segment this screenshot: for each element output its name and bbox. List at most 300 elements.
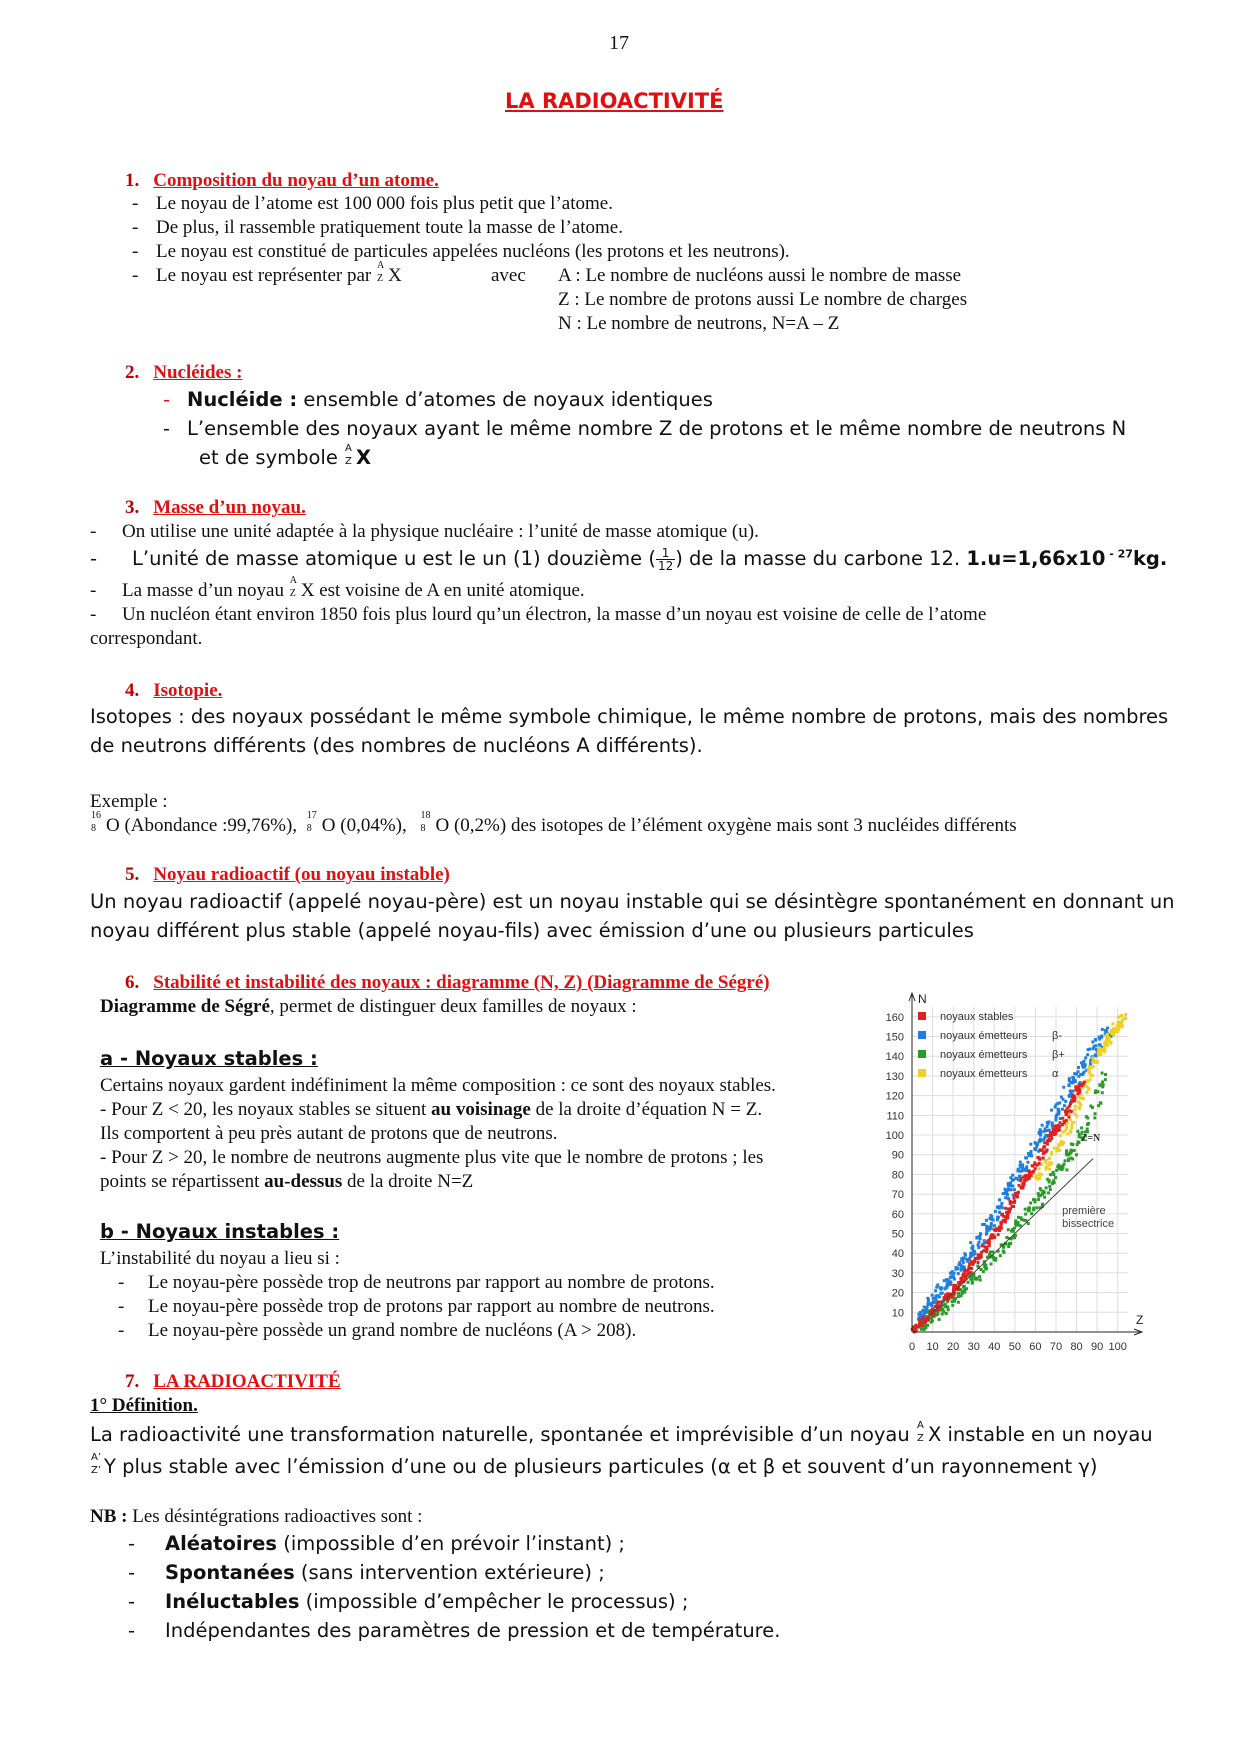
- beta-minus-point: [1104, 1029, 1107, 1032]
- section-4-heading: 4. Isotopie.: [125, 680, 223, 701]
- beta-plus-point: [1055, 1169, 1058, 1172]
- segre-diagram: [862, 990, 1152, 1375]
- beta-plus-point: [1077, 1140, 1080, 1143]
- beta-minus-point: [1019, 1161, 1022, 1164]
- beta-minus-point: [1094, 1038, 1097, 1041]
- beta-minus-point: [930, 1302, 933, 1305]
- beta-minus-point: [1011, 1185, 1014, 1188]
- beta-minus-point: [936, 1283, 939, 1286]
- stable-point: [1009, 1200, 1012, 1203]
- definition-A: A : Le nombre de nucléons aussi le nombre de masse: [558, 265, 962, 286]
- paragraph-line: A’ Z’ Y plus stable avec l’émission d’une ou de plusieurs particules (α et β et souvent d’un rayonnement γ): [91, 1452, 1098, 1478]
- subsection-b-title: b - Noyaux instables :: [100, 1220, 340, 1243]
- alpha-point: [1048, 1168, 1051, 1171]
- y-axis-ticks: [886, 1012, 904, 1319]
- beta-minus-point: [945, 1286, 948, 1289]
- y-tick-label: 100: [885, 1130, 904, 1143]
- y-tick-label: 70: [891, 1189, 904, 1202]
- list-item: - Le noyau-père possède un grand nombre de nucléons (A > 208).: [118, 1320, 637, 1341]
- bisector-label: bissectrice: [1062, 1217, 1115, 1230]
- alpha-point: [1036, 1178, 1039, 1181]
- beta-minus-point: [1006, 1189, 1009, 1192]
- beta-minus-point: [1091, 1040, 1094, 1043]
- alpha-point: [1098, 1053, 1101, 1056]
- alpha-point: [1110, 1029, 1113, 1032]
- stable-point: [1073, 1097, 1076, 1100]
- alpha-point: [1085, 1091, 1088, 1094]
- section-1-heading: [125, 170, 439, 192]
- beta-plus-point: [1101, 1091, 1104, 1094]
- nuclide-symbol: A Z: [376, 260, 385, 284]
- stable-point: [1043, 1145, 1046, 1148]
- stable-point: [1046, 1143, 1049, 1146]
- beta-minus-point: [1002, 1192, 1005, 1195]
- beta-minus-point: [934, 1289, 937, 1292]
- alpha-point: [1058, 1144, 1061, 1147]
- beta-plus-point: [1016, 1222, 1019, 1225]
- stable-point: [1027, 1176, 1030, 1179]
- beta-minus-point: [931, 1294, 934, 1297]
- beta-minus-point: [1082, 1072, 1085, 1075]
- alpha-point: [1106, 1037, 1109, 1040]
- beta-plus-point: [994, 1257, 997, 1260]
- isotope-examples: 16 8 O (Abondance :99,76%), 17 8 O (0,04%), 18 8 O (0,2%) des isotopes de l’élément oxygène mais sont 3 nucléides différents: [91, 810, 1017, 836]
- stable-point: [1000, 1213, 1003, 1216]
- stable-point: [1039, 1148, 1042, 1151]
- stable-point: [1038, 1162, 1041, 1165]
- alpha-point: [1039, 1174, 1042, 1177]
- beta-minus-point: [985, 1219, 988, 1222]
- beta-minus-point: [1042, 1138, 1045, 1141]
- beta-minus-point: [927, 1301, 930, 1304]
- alpha-point: [1058, 1149, 1061, 1152]
- section-6-heading: 6. Stabilité et instabilité des noyaux : diagramme (N, Z) (Diagramme de Ségré): [125, 972, 770, 993]
- stable-point: [1022, 1182, 1025, 1185]
- stable-point: [981, 1244, 984, 1247]
- beta-plus-point: [1067, 1159, 1070, 1162]
- stable-point: [959, 1277, 962, 1280]
- beta-minus-point: [1001, 1206, 1004, 1209]
- beta-minus-point: [960, 1264, 963, 1267]
- paragraph-line: - Pour Z < 20, les noyaux stables se situent au voisinage de la droite d’équation N = Z.: [100, 1099, 763, 1120]
- y-tick-label: 90: [891, 1149, 904, 1162]
- beta-plus-point: [1097, 1104, 1100, 1107]
- beta-minus-point: [1027, 1152, 1030, 1155]
- alpha-point: [1038, 1167, 1041, 1170]
- beta-minus-point: [990, 1215, 993, 1218]
- beta-plus-point: [1069, 1151, 1072, 1154]
- alpha-point: [1062, 1141, 1065, 1144]
- beta-plus-point: [1104, 1073, 1107, 1076]
- alpha-point: [1117, 1016, 1120, 1019]
- beta-plus-point: [1061, 1165, 1064, 1168]
- alpha-point: [1087, 1088, 1090, 1091]
- alpha-point: [1086, 1080, 1089, 1083]
- stable-point: [945, 1294, 948, 1297]
- beta-minus-point: [1051, 1124, 1054, 1127]
- alpha-point: [1124, 1017, 1127, 1020]
- chart-axes: [909, 992, 1143, 1335]
- y-tick-label: 130: [885, 1070, 904, 1083]
- stable-point: [943, 1296, 946, 1299]
- beta-minus-point: [964, 1254, 967, 1257]
- beta-minus-point: [1000, 1202, 1003, 1205]
- alpha-point: [1121, 1025, 1124, 1028]
- alpha-point: [1074, 1105, 1077, 1108]
- paragraph-line: L’instabilité du noyau a lieu si :: [100, 1248, 340, 1269]
- beta-minus-point: [985, 1233, 988, 1236]
- beta-plus-point: [1007, 1228, 1010, 1231]
- stable-point: [931, 1307, 934, 1310]
- beta-plus-point: [951, 1304, 954, 1307]
- x-tick-label: 0: [908, 1341, 916, 1353]
- stable-point: [1034, 1167, 1037, 1170]
- list-item: - Indépendantes des paramètres de pression et de température.: [128, 1619, 781, 1642]
- alpha-point: [1116, 1021, 1119, 1024]
- bisector-label: première: [1062, 1204, 1106, 1217]
- y-tick-label: 60: [891, 1208, 904, 1221]
- list-item-continued: et de symbole A Z X: [199, 443, 372, 469]
- alpha-point: [1103, 1041, 1106, 1044]
- beta-minus-point: [1067, 1084, 1070, 1087]
- beta-plus-point: [1080, 1126, 1083, 1129]
- beta-plus-point: [1024, 1213, 1027, 1216]
- stable-point: [1058, 1121, 1061, 1124]
- beta-minus-point: [1022, 1167, 1025, 1170]
- beta-minus-point: [1041, 1124, 1044, 1127]
- beta-minus-point: [932, 1297, 935, 1300]
- beta-plus-point: [946, 1305, 949, 1308]
- y-tick-label: 40: [891, 1248, 904, 1261]
- beta-minus-point: [968, 1257, 971, 1260]
- beta-minus-point: [1087, 1048, 1090, 1051]
- beta-minus-point: [934, 1295, 937, 1298]
- stable-point: [997, 1233, 1000, 1236]
- alpha-point: [1047, 1157, 1050, 1160]
- stable-point: [1028, 1170, 1031, 1173]
- beta-minus-point: [994, 1210, 997, 1213]
- alpha-point: [1035, 1174, 1038, 1177]
- beta-plus-point: [1049, 1173, 1052, 1176]
- x-tick-label: 10: [926, 1341, 939, 1353]
- beta-plus-point: [1036, 1206, 1039, 1209]
- beta-minus-point: [927, 1298, 930, 1301]
- alpha-point: [1094, 1061, 1097, 1064]
- beta-minus-point: [1025, 1165, 1028, 1168]
- stable-point: [1061, 1117, 1064, 1120]
- list-item: - Le noyau-père possède trop de protons par rapport au nombre de neutrons.: [118, 1296, 715, 1317]
- y-tick-label: 80: [891, 1169, 904, 1182]
- y-tick-label: 120: [885, 1090, 904, 1103]
- beta-plus-point: [1045, 1186, 1048, 1189]
- section-title: Composition du noyau d’un atome.: [153, 170, 439, 191]
- alpha-point: [1120, 1020, 1123, 1023]
- beta-minus-point: [1044, 1134, 1047, 1137]
- paragraph-line: - Pour Z > 20, le nombre de neutrons augmente plus vite que le nombre de protons ; les: [100, 1147, 764, 1168]
- beta-plus-point: [978, 1275, 981, 1278]
- stable-point: [987, 1241, 990, 1244]
- beta-plus-point: [1027, 1222, 1030, 1225]
- beta-plus-point: [1101, 1072, 1104, 1075]
- legend-swatch: [918, 1069, 926, 1077]
- beta-plus-point: [1070, 1142, 1073, 1145]
- beta-minus-point: [1073, 1072, 1076, 1075]
- list-item: - Le noyau est constitué de particules appelées nucléons (les protons et les neutrons).: [132, 241, 790, 262]
- beta-minus-point: [986, 1229, 989, 1232]
- x-tick-label: 60: [1029, 1341, 1042, 1353]
- definition-Z: Z : Le nombre de protons aussi Le nombre de charges: [558, 289, 968, 310]
- beta-plus-point: [1041, 1203, 1044, 1206]
- beta-minus-point: [957, 1272, 960, 1275]
- stable-point: [1048, 1138, 1051, 1141]
- beta-minus-point: [1077, 1066, 1080, 1069]
- alpha-point: [1069, 1130, 1072, 1133]
- stable-point: [915, 1324, 918, 1327]
- x-tick-label: 70: [1049, 1341, 1063, 1353]
- stable-point: [1013, 1200, 1016, 1203]
- paragraph-line: noyau différent plus stable (appelé noyau-fils) avec émission d’une ou plusieurs particules: [90, 919, 974, 942]
- beta-plus-point: [920, 1328, 923, 1331]
- beta-plus-point: [947, 1308, 950, 1311]
- beta-minus-point: [1077, 1070, 1080, 1073]
- list-item: - Un nucléon étant environ 1850 fois plus lourd qu’un électron, la masse d’un noyau est voisine de celle de l’atome: [90, 604, 987, 625]
- x-tick-label: 90: [1091, 1341, 1104, 1353]
- stable-point: [1000, 1221, 1003, 1224]
- z-equals-n-label: Z=N: [1080, 1132, 1101, 1144]
- alpha-point: [1053, 1147, 1056, 1150]
- stable-point: [1021, 1186, 1024, 1189]
- y-tick-label: 10: [891, 1307, 904, 1320]
- beta-minus-point: [1039, 1132, 1042, 1135]
- beta-minus-point: [1082, 1060, 1085, 1063]
- beta-plus-point: [926, 1324, 929, 1327]
- beta-minus-point: [972, 1249, 975, 1252]
- beta-minus-point: [926, 1306, 929, 1309]
- beta-plus-point: [1093, 1116, 1096, 1119]
- beta-minus-point: [948, 1281, 951, 1284]
- beta-plus-point: [1034, 1199, 1037, 1202]
- alpha-point: [1055, 1149, 1058, 1152]
- alpha-point: [1044, 1161, 1047, 1164]
- beta-minus-point: [969, 1252, 972, 1255]
- beta-minus-point: [1072, 1076, 1075, 1079]
- legend-label: noyaux stables: [940, 1011, 1014, 1023]
- beta-plus-point: [1071, 1158, 1074, 1161]
- beta-minus-point: [1095, 1054, 1098, 1057]
- beta-minus-point: [1006, 1197, 1009, 1200]
- beta-plus-point: [1066, 1154, 1069, 1157]
- stable-point: [1045, 1149, 1048, 1152]
- stable-point: [1034, 1163, 1037, 1166]
- beta-plus-point: [1097, 1090, 1100, 1093]
- stable-point: [1009, 1207, 1012, 1210]
- beta-plus-point: [1028, 1208, 1031, 1211]
- stable-point: [967, 1272, 970, 1275]
- beta-minus-point: [1084, 1063, 1087, 1066]
- alpha-point: [1109, 1042, 1112, 1045]
- chart-points: [911, 1013, 1128, 1333]
- alpha-point: [1059, 1134, 1062, 1137]
- alpha-point: [1113, 1027, 1116, 1030]
- beta-minus-point: [951, 1270, 954, 1273]
- alpha-point: [1091, 1056, 1094, 1059]
- alpha-point: [1040, 1163, 1043, 1166]
- stable-point: [936, 1304, 939, 1307]
- beta-minus-point: [993, 1224, 996, 1227]
- stable-point: [1016, 1195, 1019, 1198]
- beta-plus-point: [1098, 1084, 1101, 1087]
- beta-plus-point: [1017, 1216, 1020, 1219]
- beta-plus-point: [999, 1254, 1002, 1257]
- beta-minus-point: [1010, 1188, 1013, 1191]
- beta-plus-point: [1057, 1164, 1060, 1167]
- stable-point: [1065, 1113, 1068, 1116]
- chart-legend: [918, 1011, 1065, 1080]
- alpha-point: [1088, 1071, 1091, 1074]
- stable-point: [938, 1301, 941, 1304]
- beta-minus-point: [996, 1218, 999, 1221]
- beta-minus-point: [1050, 1109, 1053, 1112]
- beta-plus-point: [963, 1288, 966, 1291]
- y-tick-label: 110: [886, 1110, 904, 1123]
- stable-point: [1063, 1120, 1066, 1123]
- alpha-point: [1079, 1102, 1082, 1105]
- stable-point: [917, 1325, 920, 1328]
- beta-minus-point: [946, 1282, 949, 1285]
- x-axis-ticks: [909, 1341, 1127, 1353]
- legend-suffix: α: [1052, 1068, 1059, 1080]
- beta-minus-point: [978, 1235, 981, 1238]
- beta-minus-point: [1026, 1161, 1029, 1164]
- beta-plus-point: [957, 1295, 960, 1298]
- beta-minus-point: [997, 1216, 1000, 1219]
- stable-point: [1067, 1116, 1070, 1119]
- alpha-point: [1073, 1108, 1076, 1111]
- alpha-point: [1124, 1013, 1127, 1016]
- beta-plus-point: [929, 1317, 932, 1320]
- stable-point: [915, 1329, 918, 1332]
- beta-plus-point: [1054, 1176, 1057, 1179]
- alpha-point: [1077, 1106, 1080, 1109]
- beta-plus-point: [1047, 1191, 1050, 1194]
- subsection-a-title: a - Noyaux stables :: [100, 1047, 318, 1070]
- stable-point: [1000, 1227, 1003, 1230]
- list-item: - L’ensemble des noyaux ayant le même nombre Z de protons et le même nombre de neutrons N: [163, 417, 1127, 440]
- beta-plus-point: [957, 1301, 960, 1304]
- beta-minus-point: [1055, 1116, 1058, 1119]
- alpha-point: [1103, 1047, 1106, 1050]
- beta-minus-point: [1015, 1177, 1018, 1180]
- alpha-point: [1059, 1141, 1062, 1144]
- beta-minus-point: [955, 1266, 958, 1269]
- stable-point: [1058, 1125, 1061, 1128]
- alpha-point: [1113, 1031, 1116, 1034]
- beta-minus-point: [953, 1278, 956, 1281]
- beta-plus-point: [1065, 1149, 1068, 1152]
- beta-minus-point: [1086, 1053, 1089, 1056]
- beta-plus-point: [1037, 1198, 1040, 1201]
- list-item: - On utilise une unité adaptée à la physique nucléaire : l’unité de masse atomique (u).: [90, 521, 759, 542]
- beta-plus-point: [1037, 1195, 1040, 1198]
- beta-plus-point: [1051, 1182, 1054, 1185]
- legend-swatch: [918, 1031, 926, 1039]
- beta-minus-point: [1016, 1169, 1019, 1172]
- beta-minus-point: [935, 1297, 938, 1300]
- alpha-point: [1111, 1022, 1114, 1025]
- beta-minus-point: [998, 1211, 1001, 1214]
- beta-minus-point: [975, 1236, 978, 1239]
- beta-minus-point: [990, 1222, 993, 1225]
- beta-minus-point: [1036, 1143, 1039, 1146]
- beta-minus-point: [1061, 1108, 1064, 1111]
- beta-plus-point: [1064, 1159, 1067, 1162]
- beta-minus-point: [979, 1232, 982, 1235]
- beta-minus-point: [978, 1241, 981, 1244]
- fraction: $\frac{1}{12}$: [657, 546, 674, 573]
- beta-plus-point: [1008, 1242, 1011, 1245]
- beta-minus-point: [1039, 1128, 1042, 1131]
- beta-minus-point: [981, 1223, 984, 1226]
- beta-plus-point: [1091, 1106, 1094, 1109]
- beta-minus-point: [1054, 1119, 1057, 1122]
- paragraph-line: La radioactivité une transformation naturelle, spontanée et imprévisible d’un noyau A Z X instable en un noyau: [90, 1420, 1153, 1446]
- beta-minus-point: [1093, 1045, 1096, 1048]
- beta-minus-point: [1099, 1044, 1102, 1047]
- legend-label: noyaux émetteurs: [940, 1068, 1028, 1080]
- beta-plus-point: [954, 1297, 957, 1300]
- alpha-point: [1045, 1166, 1048, 1169]
- stable-point: [988, 1244, 991, 1247]
- beta-plus-point: [1049, 1188, 1052, 1191]
- beta-plus-point: [1024, 1208, 1027, 1211]
- page-number: 17: [609, 32, 629, 54]
- y-tick-label: 20: [891, 1287, 904, 1300]
- stable-point: [1017, 1191, 1020, 1194]
- legend-suffix: β-: [1052, 1030, 1062, 1042]
- segre-intro: Diagramme de Ségré, permet de distinguer deux familles de noyaux :: [100, 996, 637, 1017]
- alpha-point: [1097, 1047, 1100, 1050]
- paragraph-line: Un noyau radioactif (appelé noyau-père) est un noyau instable qui se désintègre spontanément en donnant un: [90, 890, 1175, 913]
- list-item: - Le noyau est représenter par A Z X: [132, 260, 402, 286]
- beta-minus-point: [1068, 1077, 1071, 1080]
- beta-minus-point: [1101, 1028, 1104, 1031]
- x-tick-label: 80: [1070, 1341, 1083, 1353]
- beta-minus-point: [1051, 1121, 1054, 1124]
- alpha-point: [1089, 1074, 1092, 1077]
- paragraph-line: Certains noyaux gardent indéfiniment la même composition : ce sont des noyaux stables.: [100, 1075, 776, 1096]
- beta-plus-point: [1104, 1078, 1107, 1081]
- alpha-point: [1065, 1124, 1068, 1127]
- beta-minus-point: [970, 1247, 973, 1250]
- beta-minus-point: [1070, 1091, 1073, 1094]
- stable-point: [1031, 1164, 1034, 1167]
- beta-minus-point: [1060, 1095, 1063, 1098]
- beta-plus-point: [938, 1318, 941, 1321]
- beta-plus-point: [1029, 1202, 1032, 1205]
- y-tick-label: 140: [885, 1051, 904, 1064]
- list-item: - La masse d’un noyau A Z X est voisine de A en unité atomique.: [90, 575, 585, 601]
- beta-minus-point: [958, 1261, 961, 1264]
- list-item: - De plus, il rassemble pratiquement toute la masse de l’atome.: [132, 217, 623, 238]
- legend-label: noyaux émetteurs: [940, 1049, 1028, 1061]
- stable-point: [976, 1257, 979, 1260]
- beta-minus-point: [1077, 1075, 1080, 1078]
- beta-plus-point: [1065, 1168, 1068, 1171]
- list-item: - Inéluctables (impossible d’empêcher le processus) ;: [128, 1590, 689, 1613]
- beta-minus-point: [961, 1258, 964, 1261]
- beta-plus-point: [990, 1262, 993, 1265]
- paragraph-line: Isotopes : des noyaux possédant le même symbole chimique, le même nombre de protons, mais des nombres: [90, 705, 1169, 728]
